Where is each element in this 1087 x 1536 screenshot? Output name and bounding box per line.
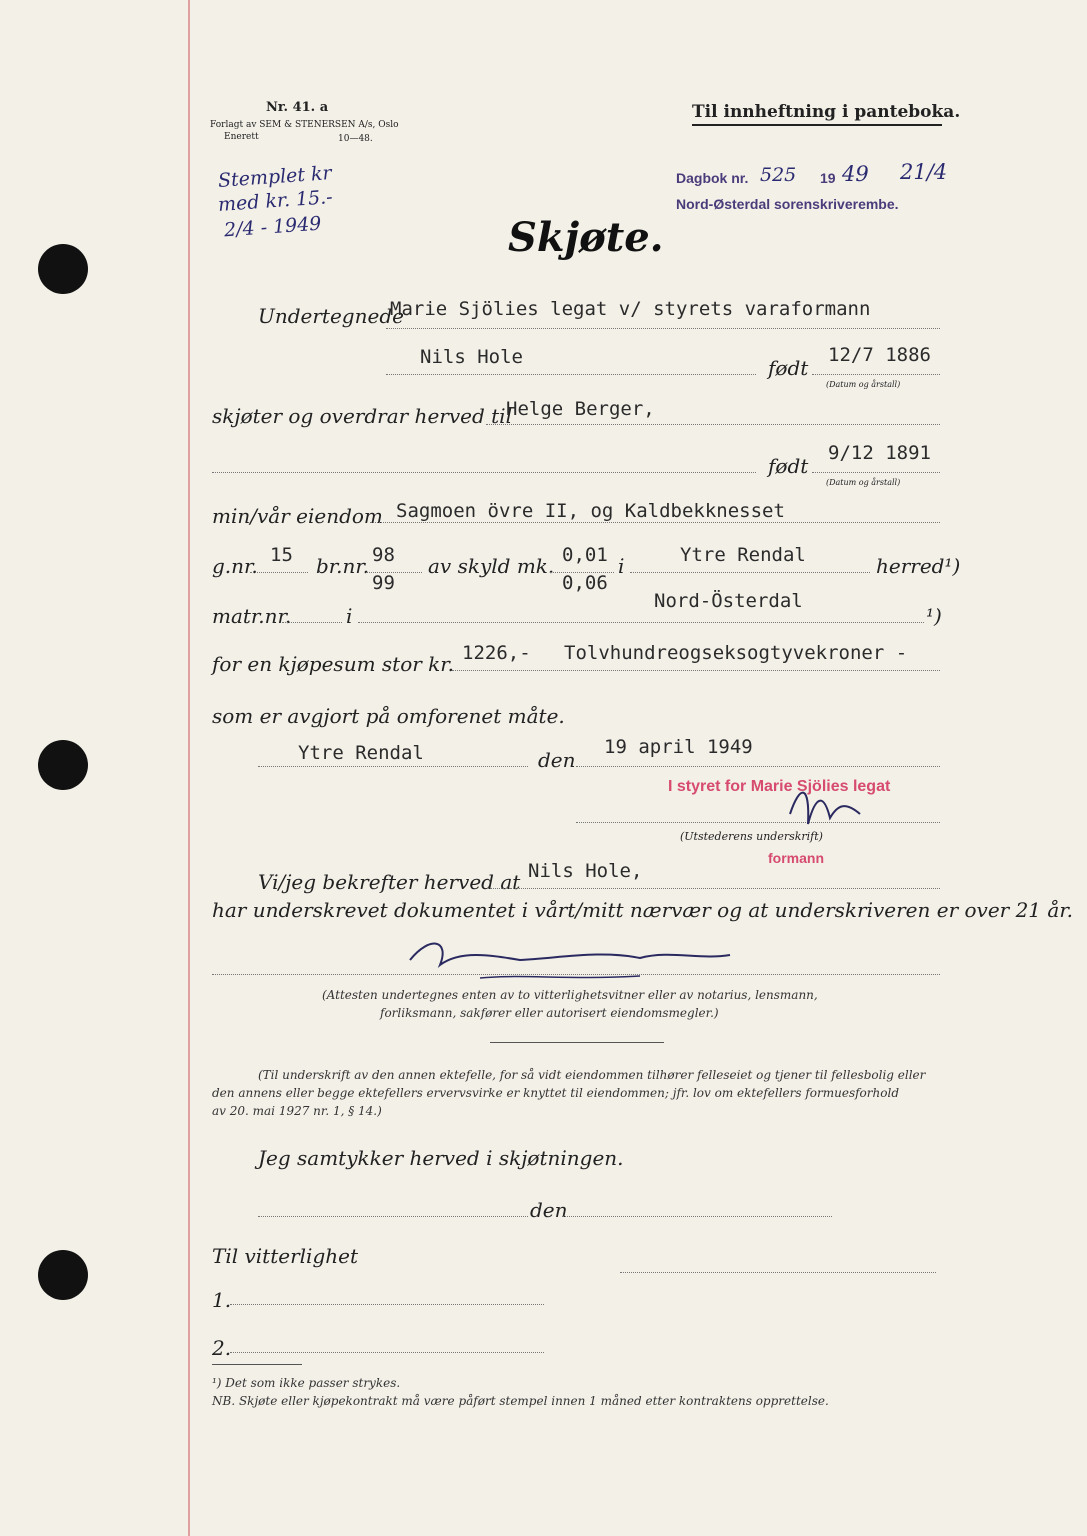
i2-label: i <box>346 604 353 628</box>
avgjort-label: som er avgjort på omforenet måte. <box>212 704 565 728</box>
punch-hole <box>38 740 88 790</box>
form-number: Nr. 41. a <box>266 100 329 115</box>
punch-hole <box>38 244 88 294</box>
date-line <box>576 766 940 767</box>
gnr-label: g.nr. <box>212 554 258 578</box>
matrnr-line <box>282 622 342 623</box>
den2-label: den <box>530 1198 568 1222</box>
place-value: Ytre Rendal <box>298 742 424 764</box>
datum-label: (Datum og årstall) <box>826 380 901 389</box>
attest-line <box>212 974 940 975</box>
fogderi-line <box>358 622 924 623</box>
herred-value: Ytre Rendal <box>680 544 806 566</box>
undertegnede-value: Marie Sjölies legat v/ styrets varaformann <box>390 298 871 320</box>
handwritten-note-line1: Stemplet kr <box>217 162 333 192</box>
dagbok-label: Dagbok nr. <box>676 170 749 186</box>
dagbok-year-suffix: 49 <box>842 162 869 186</box>
skyld-value-1: 0,01 <box>562 544 608 566</box>
seller-name: Nils Hole <box>420 346 523 368</box>
spouse-signature-line <box>620 1272 936 1273</box>
witness-name: Nils Hole, <box>528 860 643 882</box>
dagbok-date: 21/4 <box>900 160 948 184</box>
witness-name-line <box>490 888 940 889</box>
blank-line <box>212 472 756 473</box>
handwritten-note-line3: 2/4 - 1949 <box>223 212 323 242</box>
buyer-name: Helge Berger, <box>506 398 655 420</box>
place-line <box>258 766 528 767</box>
den-label: den <box>538 748 576 772</box>
eiendom-label: min/vår eiendom <box>212 504 383 528</box>
fogderi-value: Nord-Österdal <box>654 590 803 612</box>
witness2-label: 2. <box>212 1336 232 1360</box>
spouse-note-3: av 20. mai 1927 nr. 1, § 14.) <box>212 1104 382 1118</box>
vi-label: Vi/jeg bekrefter herved at <box>258 870 521 894</box>
witness1-line <box>230 1304 544 1305</box>
gnr-value: 15 <box>270 544 293 566</box>
brnr-value-1: 98 <box>372 544 395 566</box>
utsteder-label: (Utstederens underskrift) <box>680 830 823 843</box>
stamp-styret: I styret for Marie Sjölies legat <box>668 778 891 795</box>
brnr-value-2: 99 <box>372 572 395 594</box>
kjopesum-words: Tolvhundreogseksogtyvekroner - <box>564 642 908 664</box>
undertegnede-line <box>386 328 940 329</box>
kjopesum-line <box>452 670 940 671</box>
margin-line <box>188 0 190 1536</box>
gnr-line <box>250 572 308 573</box>
footnote-1: ¹) Det som ikke passer strykes. <box>212 1376 401 1390</box>
date-value: 19 april 1949 <box>604 736 753 758</box>
witness-signature <box>400 930 740 990</box>
signature-line <box>576 822 940 823</box>
undertegnede-label: Undertegnede <box>258 304 404 328</box>
stamp-formann: formann <box>768 850 824 866</box>
right-title: Til innheftning i panteboka. <box>692 102 961 122</box>
brnr-label: br.nr. <box>316 554 370 578</box>
fogderi-note: ¹) <box>926 604 942 628</box>
skjoter-label: skjøter og overdrar herved til <box>212 404 512 428</box>
matrnr-label: matr.nr. <box>212 604 292 628</box>
name-line <box>386 374 756 375</box>
fodt1-line <box>812 374 940 375</box>
herred-line <box>630 572 870 573</box>
skyld-value-2: 0,06 <box>562 572 608 594</box>
i-label: i <box>618 554 625 578</box>
spouse-note-1: (Til underskrift av den annen ektefelle, for så vidt eiendommen tilhører felleseiet og tjener til fellesbolig eller <box>258 1068 926 1082</box>
right-title-underline <box>692 124 942 126</box>
fodt-label-2: født <box>768 454 809 478</box>
publisher-enerett: Enerett <box>224 132 259 142</box>
publisher-line: Forlagt av SEM & STENERSEN A/s, Oslo <box>210 120 399 130</box>
punch-hole <box>38 1250 88 1300</box>
publisher-date: 10—48. <box>338 134 373 144</box>
kjopesum-label: for en kjøpesum stor kr. <box>212 652 455 676</box>
eiendom-line <box>370 522 940 523</box>
witness2-line <box>230 1352 544 1353</box>
fodt2-line <box>812 472 940 473</box>
underskrevet-label: har underskrevet dokumentet i vårt/mitt nærvær og at underskriveren er over 21 år. <box>212 898 1074 922</box>
herred-label: herred¹) <box>876 554 961 578</box>
fodt2-value: 9/12 1891 <box>828 442 931 464</box>
skyld-label: av skyld mk. <box>428 554 555 578</box>
document-title: Skjøte. <box>508 214 664 261</box>
footnote-2: NB. Skjøte eller kjøpekontrakt må være påført stempel innen 1 måned etter kontraktens opprettelse. <box>212 1394 829 1408</box>
datum-label-2: (Datum og årstall) <box>826 478 901 487</box>
vitterlighet-label: Til vitterlighet <box>212 1244 359 1268</box>
fodt-label: født <box>768 356 809 380</box>
attest-note-2: forliksmann, sakfører eller autorisert eiendomsmegler.) <box>380 1006 719 1020</box>
fodt1-value: 12/7 1886 <box>828 344 931 366</box>
attest-note-1: (Attesten undertegnes enten av to vitterlighetsvitner eller av notarius, lensmann, <box>322 988 818 1002</box>
handwritten-note-line2: med kr. 15.- <box>217 186 334 216</box>
dagbok-year-prefix: 19 <box>820 170 836 186</box>
spouse-note-2: den annens eller begge ektefellers ervervsvirke er knyttet til eiendommen; jfr. lov om ektefellers formuesforhold <box>212 1086 899 1100</box>
footnote-rule <box>212 1364 302 1365</box>
divider <box>490 1042 664 1043</box>
eiendom-value: Sagmoen övre II, og Kaldbekknesset <box>396 500 785 522</box>
dagbok-number: 525 <box>760 164 797 186</box>
kjopesum-value: 1226,- <box>462 642 531 664</box>
witness1-label: 1. <box>212 1288 232 1312</box>
buyer-line <box>486 424 940 425</box>
place2-line <box>258 1216 528 1217</box>
date2-line <box>562 1216 832 1217</box>
office-stamp: Nord-Østerdal sorenskriverembe. <box>676 196 899 212</box>
samtykker-label: Jeg samtykker herved i skjøtningen. <box>258 1146 624 1170</box>
